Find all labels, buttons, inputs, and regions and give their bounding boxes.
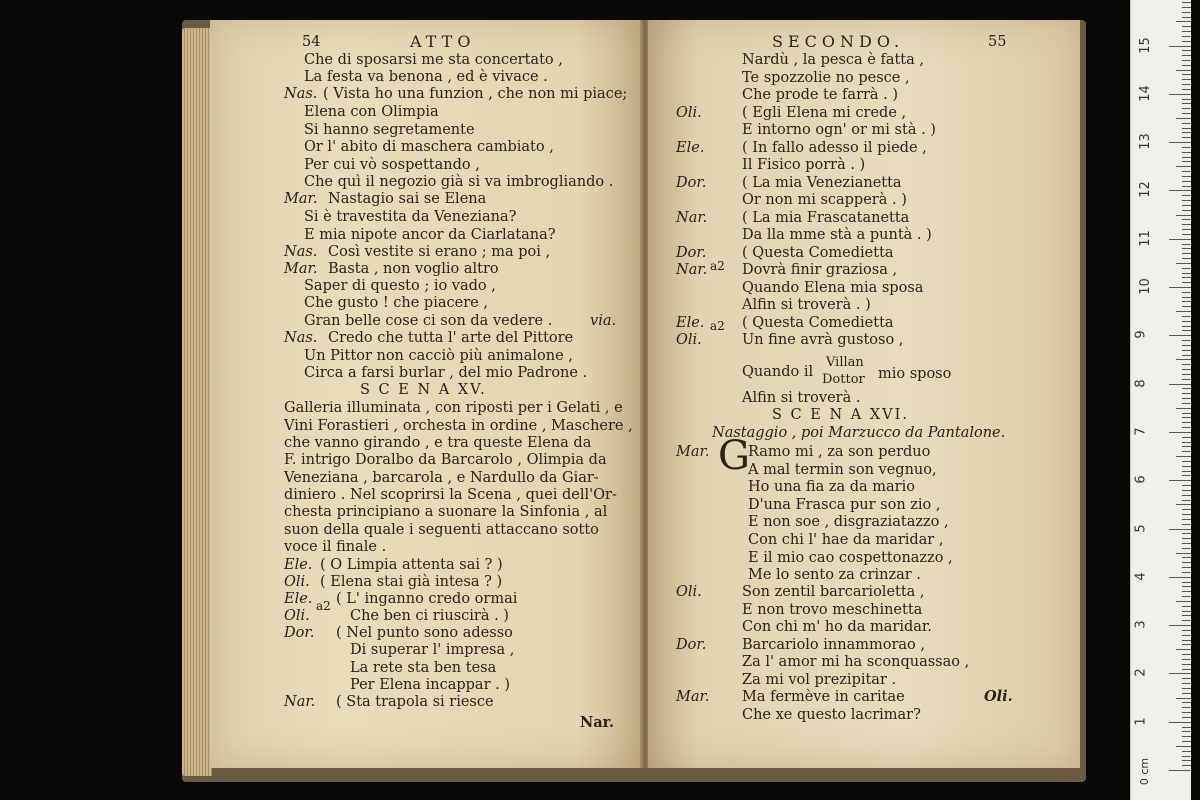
ruler-number: 15 <box>1137 36 1153 54</box>
text-line: Saper di questo ; io vado , <box>304 278 496 294</box>
ruler-tick <box>1182 548 1191 549</box>
dialog-text: ( Questa Comedietta <box>742 314 894 331</box>
ruler-tick <box>1182 123 1191 124</box>
ruler-tick <box>1182 495 1191 496</box>
ruler-number: 2 <box>1133 668 1149 678</box>
ruler-tick <box>1182 345 1191 346</box>
scene-desc-line: diniero . Nel scoprirsi la Scena , quei dell'Or- <box>284 487 617 503</box>
dialog-text: La rete sta ben tesa <box>350 660 497 676</box>
dialog-text: Un fine avrà gustoso , <box>742 332 904 348</box>
verse-line: Ho una fia za da mario <box>748 479 915 496</box>
dialog-text: ( L' inganno credo ormai <box>336 591 518 607</box>
ruler-number: 10 <box>1137 278 1153 295</box>
ruler-tick <box>1182 688 1191 689</box>
ruler-tick <box>1182 258 1191 259</box>
ruler-tick <box>1176 456 1191 457</box>
dialog-text: ( Nel punto sono adesso <box>336 625 513 641</box>
dialog-text: ( La mia Venezianetta <box>742 174 902 191</box>
speaker: Oli. <box>676 104 702 121</box>
running-head: ATTO <box>410 32 476 51</box>
dialog-text: Con chi m' ho da maridar. <box>742 619 932 635</box>
dialog-text: Dovrà finir graziosa , <box>742 262 898 278</box>
ruler-tick <box>1182 727 1191 728</box>
speaker: Mar. <box>284 191 318 207</box>
page-edges <box>182 28 212 776</box>
ruler-tick <box>1182 611 1191 612</box>
dialog-text: E intorno ogn' or mi stà . ) <box>742 122 936 138</box>
ruler-tick <box>1182 596 1191 597</box>
ruler-tick <box>1182 683 1191 684</box>
a2-marker-2: a2 <box>710 259 725 273</box>
ruler-tick <box>1182 427 1191 428</box>
scene-desc-line: Vini Forastieri , orchesta in ordine , Maschere , <box>284 418 633 434</box>
ruler-tick <box>1182 205 1191 206</box>
ruler-tick <box>1176 746 1191 747</box>
speaker: Nar. <box>284 694 316 710</box>
ruler-tick <box>1182 369 1191 370</box>
ruler-tick <box>1182 765 1191 766</box>
quando-text: Quando il <box>742 364 814 380</box>
ruler-tick <box>1182 103 1191 104</box>
ruler-tick <box>1182 147 1191 148</box>
catchword: Oli. <box>984 688 1013 705</box>
ruler-tick <box>1182 630 1191 631</box>
ruler-tick <box>1182 446 1191 447</box>
ruler-tick <box>1169 722 1191 723</box>
ruler-tick <box>1182 669 1191 670</box>
ruler-tick <box>1182 398 1191 399</box>
ruler-tick <box>1182 301 1191 302</box>
dialog-text: ( In fallo adesso il piede , <box>742 139 927 156</box>
ruler-tick <box>1182 567 1191 568</box>
ruler-tick <box>1182 26 1191 27</box>
ruler-tick <box>1182 466 1191 467</box>
ruler-tick <box>1176 359 1191 360</box>
ruler-tick <box>1176 21 1191 22</box>
text-line: Elena con Olimpia <box>304 104 439 120</box>
speaker: Nar. <box>676 209 708 226</box>
ruler-tick <box>1182 374 1191 375</box>
verse-line: E non soe , disgraziatazzo , <box>748 514 949 531</box>
ruler-tick <box>1182 664 1191 665</box>
text-line: Basta , non voglio altro <box>328 261 499 277</box>
text-line: Che gusto ! che piacere , <box>304 295 488 311</box>
dialog-text: ( La mia Frascatanetta <box>742 209 910 226</box>
text-line: Che quì il negozio già si va imbrogliando . <box>304 174 614 190</box>
mio-sposo-text: mio sposo <box>878 366 952 382</box>
ruler-tick <box>1182 65 1191 66</box>
text-line: Un Pittor non cacciò più animalone , <box>304 348 573 364</box>
ruler-tick <box>1182 403 1191 404</box>
ruler-tick <box>1182 654 1191 655</box>
ruler-tick <box>1182 321 1191 322</box>
villan-text: Villan <box>826 355 864 370</box>
ruler-tick <box>1182 108 1191 109</box>
ruler-tick <box>1182 55 1191 56</box>
ruler-tick <box>1182 89 1191 90</box>
speaker: Mar. <box>284 261 318 277</box>
ruler-tick <box>1182 36 1191 37</box>
scene-title: S C E N A XVI. <box>772 407 909 423</box>
ruler-tick <box>1182 543 1191 544</box>
ruler-number: 6 <box>1133 475 1149 484</box>
ruler-tick <box>1176 70 1191 71</box>
ruler-tick <box>1182 306 1191 307</box>
ruler-tick <box>1182 41 1191 42</box>
speaker: Dor. <box>676 174 707 191</box>
ruler-tick <box>1182 2 1191 3</box>
speaker: Nas. <box>284 86 318 102</box>
running-head: SECONDO. <box>772 32 905 51</box>
ruler-tick <box>1182 422 1191 423</box>
ruler-tick <box>1182 640 1191 641</box>
text-line: Che di sposarsi me sta concertato , <box>304 52 563 68</box>
ruler-tick <box>1182 340 1191 341</box>
scene-desc-line: chesta principiano a suonare la Sinfonia , al <box>284 504 608 520</box>
verse-line: E il mio cao cospettonazzo , <box>748 549 953 566</box>
speaker: Ele. <box>676 314 705 331</box>
ruler-tick <box>1182 161 1191 162</box>
ruler-tick <box>1182 731 1191 732</box>
dialog-text: ( O Limpia attenta sai ? ) <box>320 557 503 573</box>
ruler-tick <box>1182 451 1191 452</box>
ruler-tick <box>1182 620 1191 621</box>
dialog-text: ( Elena stai già intesa ? ) <box>320 574 503 590</box>
text-line: ( Vista ho una funzion , che non mi piace; <box>323 86 628 102</box>
ruler-tick <box>1182 572 1191 573</box>
ruler-tick <box>1182 157 1191 158</box>
speaker: Dor. <box>676 636 707 653</box>
page-number: 55 <box>988 34 1007 50</box>
dialog-text: Da lla mme stà a puntà . ) <box>742 227 932 243</box>
speaker: Ele. <box>676 139 705 156</box>
ruler-tick <box>1182 538 1191 539</box>
ruler-tick <box>1182 17 1191 18</box>
ruler-tick <box>1182 176 1191 177</box>
text-line: Per cui vò sospettando , <box>304 157 480 173</box>
ruler-tick <box>1182 615 1191 616</box>
scene-desc-line: suon della quale i seguenti attaccano sotto <box>284 522 599 538</box>
text-line: Si hanno segretamente <box>304 122 475 138</box>
ruler-tick <box>1182 712 1191 713</box>
ruler-tick <box>1182 229 1191 230</box>
dialog-text: Per Elena incappar . ) <box>350 677 510 693</box>
ruler-tick <box>1182 364 1191 365</box>
ruler-number: 3 <box>1133 620 1149 629</box>
ruler-tick <box>1182 355 1191 356</box>
text-line: Gran belle cose ci son da vedere . <box>304 313 553 329</box>
ruler-tick <box>1182 282 1191 283</box>
ruler-tick <box>1182 132 1191 133</box>
text-line: Si è travestita da Veneziana? <box>304 209 517 225</box>
ruler-tick <box>1182 113 1191 114</box>
ruler-tick <box>1169 770 1191 771</box>
speaker: Oli. <box>284 608 310 624</box>
ruler-tick <box>1182 442 1191 443</box>
ruler-tick <box>1182 582 1191 583</box>
ruler-tick <box>1169 673 1191 674</box>
dialog-text: Che prode te farrà . ) <box>742 87 899 103</box>
ruler-tick <box>1182 74 1191 75</box>
ruler-number: 14 <box>1137 85 1153 102</box>
ruler-tick <box>1182 137 1191 138</box>
dialog-text: Il Fisico porrà . ) <box>742 157 866 173</box>
text-line: Credo che tutta l' arte del Pittore <box>328 330 574 346</box>
measuring-ruler <box>1130 0 1191 800</box>
dialog-text: Di superar l' impresa , <box>350 642 515 658</box>
ruler-tick <box>1182 413 1191 414</box>
ruler-tick <box>1182 7 1191 8</box>
ruler-tick <box>1182 586 1191 587</box>
ruler-tick <box>1182 606 1191 607</box>
ruler-tick <box>1169 335 1191 336</box>
verse-line: D'una Frasca pur son zio , <box>748 496 941 513</box>
dialog-text: ( Questa Comedietta <box>742 244 894 261</box>
ruler-tick <box>1182 717 1191 718</box>
ruler-tick <box>1182 562 1191 563</box>
scene-desc-line: che vanno girando , e tra queste Elena da <box>284 435 592 451</box>
ruler-tick <box>1182 210 1191 211</box>
ruler-tick <box>1169 239 1191 240</box>
ruler-tick <box>1182 707 1191 708</box>
ruler-tick <box>1182 557 1191 558</box>
text-line: Così vestite si erano ; ma poi , <box>328 244 551 260</box>
dialog-text: Or non mi scapperà . ) <box>742 192 907 208</box>
speaker: Mar. <box>676 444 710 460</box>
speaker: Dor. <box>284 625 315 641</box>
ruler-tick <box>1176 649 1191 650</box>
ruler-tick <box>1182 388 1191 389</box>
ruler-number: 4 <box>1133 572 1149 581</box>
ruler-tick <box>1182 533 1191 534</box>
ruler-tick <box>1182 181 1191 182</box>
ruler-tick <box>1169 625 1191 626</box>
ruler-tick <box>1182 437 1191 438</box>
text-line: La festa va benona , ed è vivace . <box>304 69 548 85</box>
a2-marker: a2 <box>316 599 331 613</box>
scene-desc-line: Galleria illuminata , con riposti per i Gelati , e <box>284 400 623 416</box>
ruler-tick <box>1182 736 1191 737</box>
speaker: Dor. <box>676 244 707 261</box>
speaker: Oli. <box>676 332 702 348</box>
ruler-tick <box>1182 273 1191 274</box>
dialog-text: Barcariolo innammorao , <box>742 636 925 653</box>
scene-desc-line: Veneziana , barcarola , e Nardullo da Giar- <box>284 470 599 486</box>
ruler-tick <box>1182 200 1191 201</box>
ruler-tick <box>1182 461 1191 462</box>
dialog-text: Che xe questo lacrimar? <box>742 706 921 723</box>
right-page <box>648 20 1080 768</box>
verse-line: Ramo mi , za son perduo <box>748 444 931 460</box>
dialog-text: Quando Elena mia sposa <box>742 279 924 296</box>
ruler-tick <box>1182 471 1191 472</box>
ruler-tick <box>1182 268 1191 269</box>
scene-title: S C E N A XV. <box>360 382 487 398</box>
ruler-tick <box>1182 186 1191 187</box>
ruler-tick <box>1182 635 1191 636</box>
ruler-tick <box>1182 326 1191 327</box>
ruler-number: 1 <box>1133 717 1149 726</box>
speaker: Ele. <box>284 557 313 573</box>
ruler-number: 13 <box>1137 133 1153 150</box>
ruler-tick <box>1182 751 1191 752</box>
ruler-tick <box>1169 577 1191 578</box>
page-number: 54 <box>302 34 321 50</box>
alfin-text: Alfin si troverà . <box>742 390 861 406</box>
ruler-tick <box>1182 393 1191 394</box>
ruler-tick <box>1182 128 1191 129</box>
dialog-text: Za l' amor mi ha sconquassao , <box>742 654 970 670</box>
ruler-tick <box>1182 31 1191 32</box>
dialog-text: Za mi vol prezipitar . <box>742 671 897 688</box>
ruler-tick <box>1169 529 1191 530</box>
ruler-tick <box>1182 519 1191 520</box>
speaker: Mar. <box>676 689 710 705</box>
ruler-tick <box>1182 330 1191 331</box>
text-line: E mia nipote ancor da Ciarlatana? <box>304 227 556 243</box>
ruler-tick <box>1182 152 1191 153</box>
ruler-number: 7 <box>1133 427 1149 436</box>
dialog-text: E non trovo meschinetta <box>742 601 923 618</box>
ruler-tick <box>1182 702 1191 703</box>
ruler-tick <box>1182 253 1191 254</box>
dialog-text: Te spozzolie no pesce , <box>742 69 910 86</box>
ruler-tick <box>1176 553 1191 554</box>
ruler-tick <box>1182 277 1191 278</box>
ruler-tick <box>1182 79 1191 80</box>
ruler-tick <box>1182 99 1191 100</box>
ruler-tick <box>1182 591 1191 592</box>
ruler-tick <box>1182 50 1191 51</box>
ruler-tick <box>1182 741 1191 742</box>
ruler-tick <box>1182 292 1191 293</box>
dialog-text: Che ben ci riuscirà . ) <box>350 608 509 624</box>
ruler-tick <box>1176 166 1191 167</box>
ruler-tick <box>1182 219 1191 220</box>
ruler-tick <box>1176 118 1191 119</box>
ruler-tick <box>1176 263 1191 264</box>
catchword: Nar. <box>580 714 615 731</box>
ruler-tick <box>1182 417 1191 418</box>
a2-marker: a2 <box>710 319 725 333</box>
ruler-tick <box>1169 432 1191 433</box>
speaker: Oli. <box>676 584 702 600</box>
ruler-tick <box>1169 142 1191 143</box>
dialog-text: ( Egli Elena mi crede , <box>742 104 907 121</box>
ruler-number: 11 <box>1137 229 1153 247</box>
ruler-tick <box>1182 195 1191 196</box>
ruler-tick <box>1176 311 1191 312</box>
ruler-tick <box>1182 693 1191 694</box>
ruler-tick <box>1182 490 1191 491</box>
scene-subtitle: Nastaggio , poi Marzucco da Pantalone. <box>712 425 1006 441</box>
dottor-text: Dottor <box>822 372 865 387</box>
ruler-tick <box>1182 524 1191 525</box>
ruler-tick <box>1182 500 1191 501</box>
dialog-text: Ma fermève in caritae <box>742 689 905 705</box>
dialog-text: Alfin si troverà . ) <box>742 297 871 313</box>
drop-cap: G <box>718 433 750 479</box>
ruler-tick <box>1182 659 1191 660</box>
ruler-tick <box>1176 215 1191 216</box>
ruler-tick <box>1182 244 1191 245</box>
dialog-text: ( Sta trapola si riesce <box>336 694 494 710</box>
ruler-tick <box>1182 475 1191 476</box>
ruler-tick <box>1169 384 1191 385</box>
verse-line: Me lo sento za crinzar . <box>748 567 921 584</box>
ruler-number: 9 <box>1133 330 1149 339</box>
ruler-tick <box>1182 60 1191 61</box>
scene-desc-line: voce il finale . <box>284 539 387 555</box>
ruler-tick <box>1169 190 1191 191</box>
verse-line: Con chi l' hae da maridar , <box>748 532 944 548</box>
ruler-number: 8 <box>1133 378 1149 388</box>
left-page <box>210 20 642 768</box>
speaker: Ele. <box>284 591 313 607</box>
ruler-tick <box>1182 224 1191 225</box>
ruler-tick <box>1182 84 1191 85</box>
ruler-tick <box>1182 12 1191 13</box>
ruler-tick <box>1176 601 1191 602</box>
text-line: Circa a farsi burlar , del mio Padrone . <box>304 365 588 381</box>
ruler-number: 5 <box>1133 523 1149 533</box>
speaker: Nar. <box>676 262 708 278</box>
ruler-tick <box>1182 248 1191 249</box>
ruler-tick <box>1182 234 1191 235</box>
ruler-tick <box>1176 504 1191 505</box>
ruler-tick <box>1182 171 1191 172</box>
speaker: Oli. <box>284 574 310 590</box>
ruler-tick <box>1182 379 1191 380</box>
ruler-tick <box>1182 644 1191 645</box>
ruler-tick <box>1169 480 1191 481</box>
ruler-tick <box>1182 514 1191 515</box>
text-line: Nastagio sai se Elena <box>328 191 487 207</box>
ruler-tick <box>1169 46 1191 47</box>
dialog-text: Nardù , la pesca è fatta , <box>742 52 925 68</box>
text-line: Or l' abito di maschera cambiato , <box>304 139 554 155</box>
ruler-tick <box>1182 509 1191 510</box>
speaker: Nas. <box>284 244 318 260</box>
ruler-tick <box>1182 297 1191 298</box>
ruler-tick <box>1182 316 1191 317</box>
ruler-tick <box>1182 350 1191 351</box>
ruler-tick <box>1182 678 1191 679</box>
ruler-number: 12 <box>1137 181 1153 199</box>
speaker: Nas. <box>284 330 318 346</box>
dialog-text: Son zentil barcarioletta , <box>742 584 925 600</box>
ruler-tick <box>1169 287 1191 288</box>
stage-direction: via. <box>590 313 617 329</box>
ruler-tick <box>1182 485 1191 486</box>
ruler-tick <box>1182 760 1191 761</box>
ruler-tick <box>1169 94 1191 95</box>
ruler-tick <box>1176 698 1191 699</box>
ruler-tick <box>1176 408 1191 409</box>
scene-desc-line: F. intrigo Doralbo da Barcarolo , Olimpia da <box>284 452 607 468</box>
verse-line: A mal termin son vegnuo, <box>748 461 937 478</box>
ruler-tick <box>1182 756 1191 757</box>
ruler-unit: 0 cm <box>1138 757 1152 786</box>
